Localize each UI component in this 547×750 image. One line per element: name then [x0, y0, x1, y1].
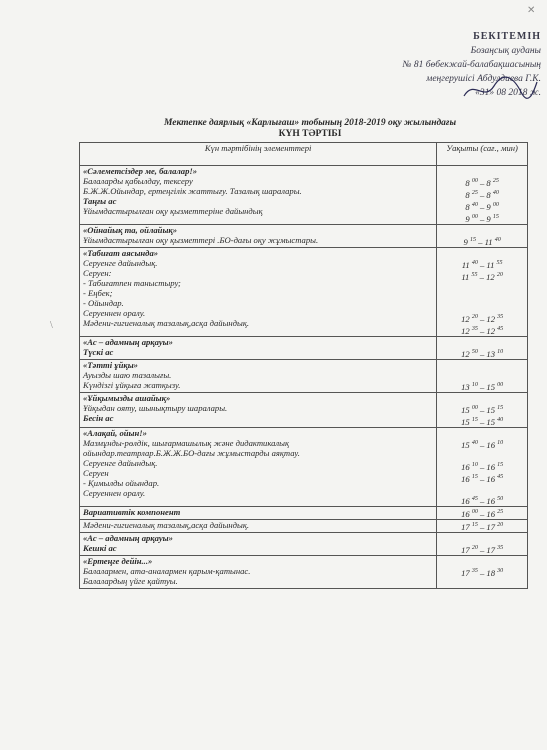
activity-cell — [80, 556, 437, 589]
table-row — [80, 533, 528, 556]
activity-cell — [80, 360, 437, 393]
time-range: 15 $^{15}$ – 15 $^{40}$ — [461, 417, 504, 427]
table-row — [80, 556, 528, 589]
approval-header: БЕКІТЕМІН — [473, 31, 541, 42]
schedule-body — [80, 166, 528, 589]
time-range — [440, 225, 524, 235]
time-cell — [437, 507, 528, 520]
activity-line: Серуен — [83, 468, 109, 478]
table-row — [80, 393, 528, 428]
activity-line: Серуен: — [83, 268, 112, 278]
activity-line: Балалармен, ата-аналармен қарым-қатынас. — [83, 566, 251, 576]
activity-line: «Табиғат аясында» — [83, 248, 159, 258]
time-range: 16 $^{00}$ – 16 $^{25}$ — [461, 509, 504, 519]
activity-line: Мәдени-гигиеналық тазалық,асқа дайындық. — [83, 318, 250, 328]
time-range: 11 $^{40}$ – 11 $^{55}$ — [461, 260, 503, 270]
activity-line: Серуенге дайындық. — [83, 458, 158, 468]
time-range: 15 $^{00}$ – 15 $^{15}$ — [461, 405, 504, 415]
time-range — [440, 292, 524, 302]
activity-cell — [80, 248, 437, 337]
time-range — [440, 360, 524, 370]
activity-cell — [80, 166, 437, 225]
activity-line: «Алақай, ойын!» — [83, 428, 147, 438]
time-range: 16 $^{45}$ – 16 $^{50}$ — [461, 496, 504, 506]
activity-line: Ауызды шаю тазалығы. — [83, 370, 172, 380]
activity-cell — [80, 337, 437, 360]
time-range: 9 $^{00}$ – 9 $^{15}$ — [465, 214, 499, 224]
time-range — [440, 370, 524, 380]
activity-line: Бесін ас — [83, 413, 114, 423]
table-row — [80, 428, 528, 507]
time-range — [440, 428, 524, 438]
approval-line-2: № 81 бөбекжай-балабақшасының — [402, 60, 541, 70]
activity-cell — [80, 507, 437, 520]
time-range: 15 $^{40}$ – 16 $^{10}$ — [461, 440, 504, 450]
time-range: 11 $^{55}$ – 12 $^{20}$ — [461, 272, 503, 282]
activity-cell — [80, 520, 437, 533]
time-range — [440, 302, 524, 312]
activity-line: Б.Ж.Ж.Ойындар, ертеңгілік жаттығу. Тазалық шаралары. — [83, 186, 302, 196]
activity-line: Таңғы ас — [83, 196, 117, 206]
column-header-elements: Күн тәртібінің элементтері — [80, 143, 437, 166]
activity-line: «Сәлеметсіздер ме, балалар!» — [83, 166, 198, 176]
time-range: 8 $^{40}$ – 9 $^{00}$ — [465, 202, 499, 212]
activity-line: «Ас – адамның арқауы» — [83, 337, 173, 347]
margin-mark: \ — [50, 320, 53, 331]
schedule-table — [79, 142, 528, 589]
activity-line: Мәдени-гигиеналық тазалық,асқа дайындық. — [83, 520, 250, 530]
time-cell — [437, 225, 528, 248]
document-title — [110, 118, 510, 140]
time-cell — [437, 533, 528, 556]
activity-line: Күндізгі ұйқыға жатқызу. — [83, 380, 181, 390]
time-range: 9 $^{15}$ – 11 $^{40}$ — [463, 237, 501, 247]
time-cell — [437, 248, 528, 337]
time-range — [440, 450, 524, 460]
activity-cell — [80, 393, 437, 428]
activity-line: «Тәтті ұйқы» — [83, 360, 138, 370]
time-range — [440, 337, 524, 347]
time-cell — [437, 166, 528, 225]
activity-line: «Ас – адамның арқауы» — [83, 533, 173, 543]
activity-line: Мазмұнды-рөлдік, шығармашылық және дидактикалық — [83, 438, 290, 448]
column-header-time: Уақыты (сағ., мин) — [437, 143, 528, 166]
activity-line: Серуенге дайындық. — [83, 258, 158, 268]
activity-line: Ұйқыдан ояту, шынықтыру шаралары. — [83, 403, 228, 413]
table-row — [80, 507, 528, 520]
time-range: 12 $^{35}$ – 12 $^{45}$ — [461, 326, 504, 336]
time-range: 16 $^{10}$ – 16 $^{15}$ — [461, 462, 504, 472]
activity-line: «Ұйқымызды ашайық» — [83, 393, 171, 403]
activity-line: Серуеннен оралу. — [83, 488, 146, 498]
activity-cell — [80, 533, 437, 556]
time-range: 12 $^{50}$ – 13 $^{10}$ — [461, 349, 504, 359]
time-range: 17 $^{20}$ – 17 $^{35}$ — [461, 545, 504, 555]
activity-line: «Ертеңге дейін...» — [83, 556, 153, 566]
activity-line: - Қимылды ойындар. — [83, 478, 160, 488]
approval-block — [356, 30, 541, 100]
time-cell — [437, 337, 528, 360]
time-cell — [437, 556, 528, 589]
table-row — [80, 360, 528, 393]
approval-line-1: Бозаңсық ауданы — [470, 46, 541, 56]
title-line-1: Мектепке даярлық «Карлығаш» тобының 2018-2019 оқу жылындағы — [163, 118, 457, 128]
activity-line: Балаларды қабылдау, тексеру — [83, 176, 193, 186]
table-row — [80, 520, 528, 533]
time-range — [440, 484, 524, 494]
corner-mark: ✕ — [527, 5, 536, 16]
activity-line: Вариативтік компонент — [83, 507, 181, 517]
title-line-2: КҮН ТӘРТІБІ — [278, 129, 342, 139]
approval-line-3: меңгерушісі Абдулдиева Г.К. — [426, 74, 541, 84]
activity-line: ойындар.театрлар.Б.Ж.Ж.БО-дағы жұмыстарды аяқтау. — [83, 448, 300, 458]
time-range: 13 $^{10}$ – 15 $^{00}$ — [461, 382, 504, 392]
time-cell — [437, 393, 528, 428]
time-range: 16 $^{15}$ – 16 $^{45}$ — [461, 474, 504, 484]
table-row — [80, 337, 528, 360]
time-cell — [437, 428, 528, 507]
activity-line: - Еңбек; — [83, 288, 113, 298]
time-range — [440, 282, 524, 292]
signature-scribble — [459, 74, 539, 104]
time-cell — [437, 520, 528, 533]
approval-date: «31» 08 2018 ж. — [475, 88, 541, 98]
time-range: 8 $^{00}$ – 8 $^{25}$ — [465, 178, 499, 188]
time-range — [440, 393, 524, 403]
activity-line: Ұйымдастырылған оқу қызметтеріне дайындық — [83, 206, 263, 216]
activity-line: - Табиғатпен таныстыру; — [83, 278, 181, 288]
time-range — [440, 578, 524, 588]
activity-line: Кешкі ас — [83, 543, 117, 553]
activity-line: Балалардың үйге қайтуы. — [83, 576, 178, 586]
time-range: 17 $^{35}$ – 18 $^{30}$ — [461, 568, 504, 578]
activity-cell — [80, 225, 437, 248]
table-row — [80, 166, 528, 225]
time-range: 8 $^{25}$ – 8 $^{40}$ — [465, 190, 499, 200]
activity-line: Түскі ас — [83, 347, 114, 357]
time-range: 17 $^{15}$ – 17 $^{20}$ — [461, 522, 504, 532]
table-header-row — [80, 143, 528, 166]
activity-cell — [80, 428, 437, 507]
time-range: 12 $^{20}$ – 12 $^{35}$ — [461, 314, 504, 324]
time-range — [440, 166, 524, 176]
table-row — [80, 225, 528, 248]
time-range — [440, 556, 524, 566]
time-range — [440, 248, 524, 258]
activity-line: Ұйымдастырылған оқу қызметтері .БО-дағы оқу жұмыстары. — [83, 235, 319, 245]
table-row — [80, 248, 528, 337]
activity-line: - Ойындар. — [83, 298, 124, 308]
time-range — [440, 533, 524, 543]
activity-line: «Ойнайық та, ойлайық» — [83, 225, 178, 235]
time-cell — [437, 360, 528, 393]
activity-line: Серуеннен оралу. — [83, 308, 146, 318]
